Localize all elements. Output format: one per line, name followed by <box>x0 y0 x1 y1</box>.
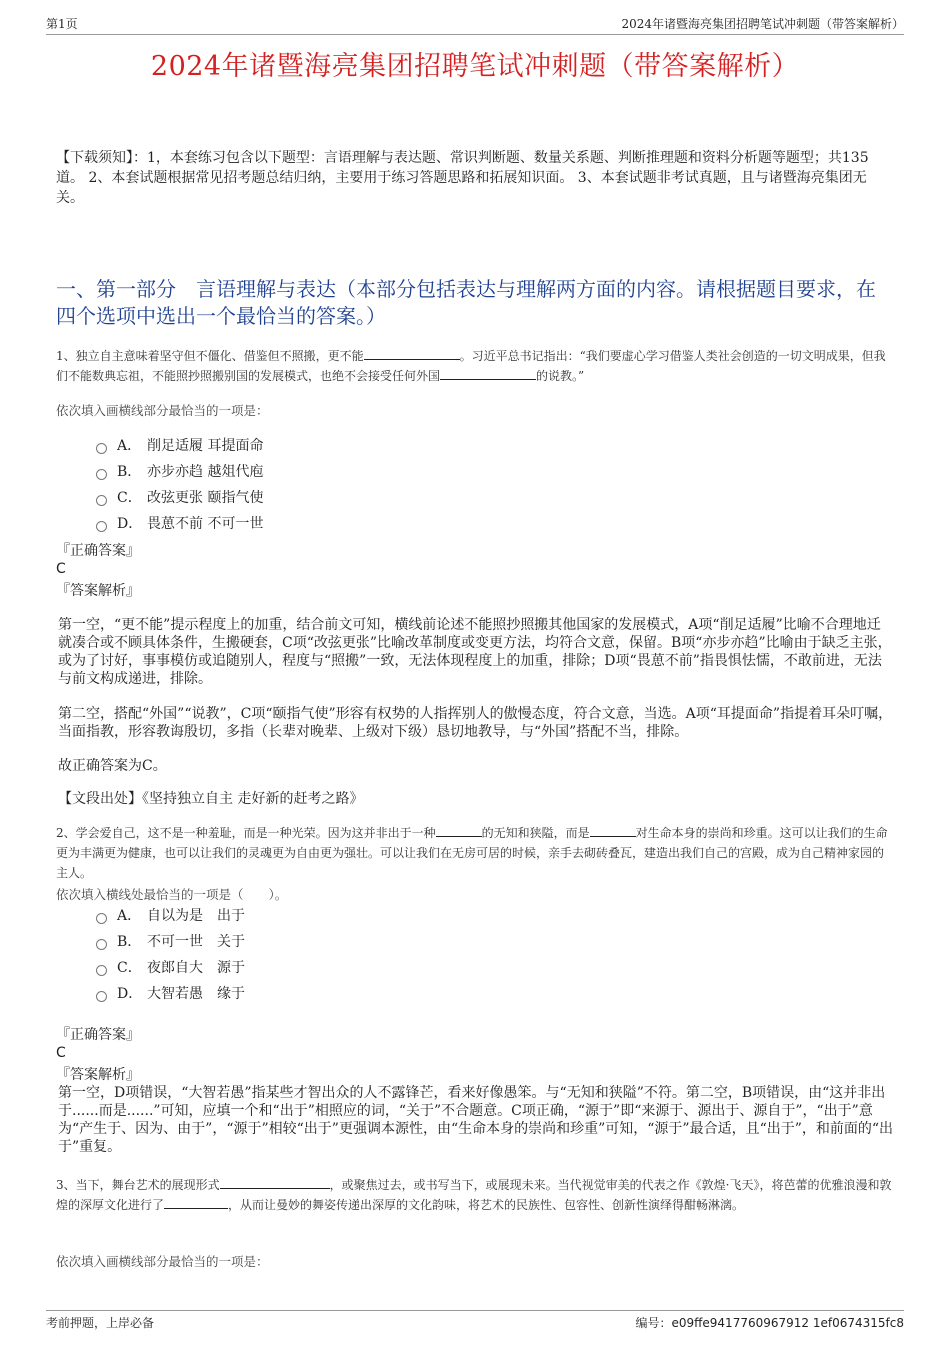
analysis-label: 『答案解析』 <box>56 1067 140 1083</box>
page-number: 第1页 <box>46 17 78 31</box>
analysis-paragraph-1: 第一空，“更不能”提示程度上的加重，结合前文可知，横线前论述不能照抄照搬其他国家的发展模式，A项“削足适履”比喻不合理地迁就凑合或不顾具体条件，生搬硬套，C项“改弦更张”比喻改革制度或变更方法，均符合文意，保留。B项“亦步亦趋”比喻由于缺乏主张，或为了讨好，事事模仿或追随别人，程度与“照搬”一致，无法体现程度上的加重，排除；D项“畏葸不前”指畏惧怯懦，不敢前进，无法与前文构成递进，排除。 <box>58 617 892 687</box>
radio-icon[interactable] <box>96 939 107 950</box>
header-doc-title: 2024年诸暨海亮集团招聘笔试冲刺题（带答案解析） <box>621 17 904 31</box>
question-2-prompt: 依次填入横线处最恰当的一项是（ ）。 <box>56 887 288 902</box>
option-a[interactable]: A． 削足适履 耳提面命 <box>96 432 263 458</box>
correct-answer: C <box>56 1045 66 1061</box>
document-title: 2024年诸暨海亮集团招聘笔试冲刺题（带答案解析） <box>150 51 800 82</box>
answer-label: 『正确答案』 <box>56 1027 140 1043</box>
radio-icon[interactable] <box>96 991 107 1002</box>
answer-label: 『正确答案』 <box>56 543 140 559</box>
download-notice: 【下载须知】：1，本套练习包含以下题型：言语理解与表达题、常识判断题、数量关系题、判断推理题和资料分析题等题型；共135道。 2、本套试题根据常见招考题总结归纳，主要用于练习答题思路和拓展知识面。 3、本套试题非考试真题，且与诸暨海亮集团无关。 <box>56 150 869 206</box>
page-header <box>46 12 904 35</box>
source: 【文段出处】《坚持独立自主 走好新的赶考之路》 <box>58 791 364 807</box>
option-b[interactable]: B． 亦步亦趋 越俎代庖 <box>96 458 263 484</box>
conclusion: 故正确答案为C。 <box>58 758 167 774</box>
radio-icon[interactable] <box>96 443 107 454</box>
blank <box>164 1208 228 1209</box>
question-2-text: 2、学会爱自己，这不是一种羞耻，而是一种光荣。因为这并非出于一种 的无知和狭隘，而是 对生命本身的崇尚和珍重。这可以让我们的生命更为丰满更为健康，也可以让我们的灵魂更为自由更为强壮。可以让我们在无房可居的时候，亲手去砌砖叠瓦，建造出我们自己的宫殿，成为自己精神家园的主人。 <box>56 826 888 880</box>
blank <box>364 359 460 360</box>
analysis-label: 『答案解析』 <box>56 583 140 599</box>
question-1-text: 1、独立自主意味着坚守但不僵化、借鉴但不照搬，更不能 。习近平总书记指出：“我们要虚心学习借鉴人类社会创造的一切文明成果，但我们不能数典忘祖，不能照抄照搬别国的发展模式，也绝不会接受任何外国 的说教。” <box>56 349 886 383</box>
blank <box>220 1188 330 1189</box>
question-1-prompt: 依次填入画横线部分最恰当的一项是： <box>56 403 269 418</box>
blank <box>590 836 636 837</box>
section-heading: 一、第一部分 言语理解与表达（本部分包括表达与理解两方面的内容。请根据题目要求，在四个选项中选出一个最恰当的答案。） <box>56 277 876 328</box>
option-a[interactable]: A． 自以为是 出于 <box>96 902 245 928</box>
blank <box>440 379 536 380</box>
analysis-paragraph: 第一空，D项错误，“大智若愚”指某些才智出众的人不露锋芒，看来好像愚笨。与“无知和狭隘”不符。第二空，B项错误，由“这并非出于......而是......”可知，应填一个和“出于”相照应的词，“关于”不合题意。C项正确，“源于”即“来源于、源出于、源自于”，“出于”意为“产生于、因为、由于”，“源于”相较“出于”更强调本源性，由“生命本身的崇尚和珍重”可知，“源于”最合适，且“出于”，和前面的“出于”重复。 <box>58 1085 894 1155</box>
radio-icon[interactable] <box>96 495 107 506</box>
option-d[interactable]: D． 大智若愚 缘于 <box>96 980 245 1006</box>
radio-icon[interactable] <box>96 965 107 976</box>
blank <box>436 836 482 837</box>
question-1-options <box>96 432 263 536</box>
footer-code: 编号：e09ffe9417760967912 1ef0674315fc8 <box>635 1316 904 1330</box>
footer-slogan: 考前押题，上岸必备 <box>46 1316 155 1330</box>
option-b[interactable]: B． 不可一世 关于 <box>96 928 245 954</box>
radio-icon[interactable] <box>96 521 107 532</box>
question-3-prompt: 依次填入画横线部分最恰当的一项是： <box>56 1254 269 1269</box>
analysis-paragraph-2: 第二空，搭配“外国”“说教”，C项“颐指气使”形容有权势的人指挥别人的傲慢态度，符合文意，当选。A项“耳提面命”指提着耳朵叮嘱，当面指教，形容教诲殷切，多指（长辈对晚辈、上级对下级）恳切地教导，与“外国”搭配不当，排除。 <box>58 706 893 740</box>
page-footer <box>46 1310 904 1331</box>
option-d[interactable]: D． 畏葸不前 不可一世 <box>96 510 263 536</box>
question-2-options <box>96 902 245 1006</box>
correct-answer: C <box>56 561 66 577</box>
option-c[interactable]: C． 改弦更张 颐指气使 <box>96 484 263 510</box>
radio-icon[interactable] <box>96 469 107 480</box>
radio-icon[interactable] <box>96 913 107 924</box>
question-3-text: 3、当下，舞台艺术的展现形式 ，或聚焦过去，或书写当下，或展现未来。当代视觉审美的代表之作《敦煌·飞天》，将芭蕾的优雅浪漫和敦煌的深厚文化进行了 ，从而让曼妙的舞姿传递出深厚的文化韵味，将艺术的民族性、包容性、创新性演绎得酣畅淋漓。 <box>56 1178 892 1212</box>
option-c[interactable]: C． 夜郎自大 源于 <box>96 954 245 980</box>
